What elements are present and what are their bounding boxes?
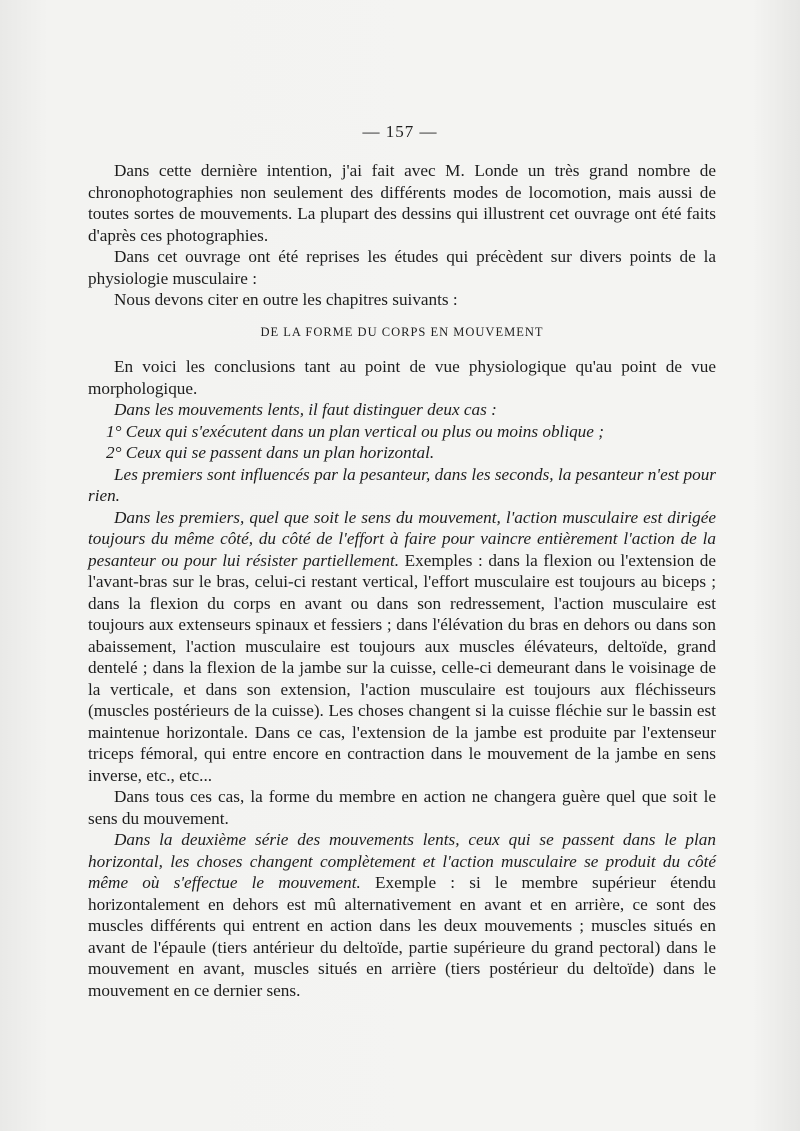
paragraph-9-text: Exemple : si le membre supérieur étendu horizontalement en dehors est mû alternativement en avant et en arrière, ce sont des muscles différents qui entrent en action dans les deux mouvements ; muscles situés en avant de l'épaule (tiers antérieur du deltoïde, partie supérieure du grand pectoral) dans le mouvement en avant, muscles situés en arrière (tiers postérieur du deltoïde) dans le mouvement en ce dernier sens. bbox=[88, 873, 716, 1000]
paragraph-4: En voici les conclusions tant au point de vue physiologique qu'au point de vue morphologique. bbox=[88, 357, 716, 398]
paragraph-7-text: Exemples : dans la flexion ou l'extension de l'avant-bras sur le bras, celui-ci restant vertical, l'effort musculaire est toujours au biceps ; dans la flexion du corps en avant ou dans son redressement, l'action musculaire est toujours aux extenseurs spinaux et fessiers ; dans l'élévation du bras en dehors ou dans son abaissement, l'action musculaire est toujours aux muscles élévateurs, deltoïde, grand dentelé ; dans la flexion de la jambe sur la cuisse, celle-ci demeurant dans le voisinage de la verticale, et dans son extension, l'action musculaire est toujours aux fléchisseurs (muscles postérieurs de la cuisse). Les choses changent si la cuisse fléchie sur le bassin est maintenue horizontale. Dans ce cas, l'extension de la jambe est produite par l'extenseur triceps fémoral, qui entre encore en contraction dans le mouvement de la jambe en sens inverse, etc., etc... bbox=[88, 550, 716, 785]
body-text bbox=[88, 160, 716, 1001]
paragraph-6 bbox=[88, 464, 716, 507]
paragraph-9-italic: Dans la deuxième série des mouvements lents, ceux qui se passent dans le plan horizontal, les choses changent complètement et l'action musculaire se produit du côté même où s'effectue le mouvement. bbox=[88, 830, 716, 892]
paragraph-5 bbox=[88, 399, 716, 421]
case-list bbox=[88, 421, 716, 464]
paragraph-7-italic: Dans les premiers, quel que soit le sens du mouvement, l'action musculaire est dirigée toujours du même côté, du côté de l'effort à faire pour vaincre entièrement l'action de la pesanteur ou pour lui résister partiellement. bbox=[88, 507, 716, 570]
page-number: — 157 — bbox=[362, 122, 438, 141]
paragraph-1: Dans cette dernière intention, j'ai fait avec M. Londe un très grand nombre de chronophotographies non seulement des différents modes de locomotion, mais aussi de toutes sortes de mouvements. La plupart des dessins qui illustrent cet ouvrage ont été faits d'après ces photographies. bbox=[88, 161, 716, 245]
list-item-1 bbox=[88, 421, 716, 443]
paragraph-9 bbox=[88, 829, 716, 1001]
list-item-1-text: 1° Ceux qui s'exécutent dans un plan vertical ou plus ou moins oblique ; bbox=[106, 421, 604, 441]
paragraph-3: Nous devons citer en outre les chapitres suivants : bbox=[114, 290, 458, 309]
section-heading: DE LA FORME DU CORPS EN MOUVEMENT bbox=[260, 324, 544, 339]
paragraph-7 bbox=[88, 507, 716, 787]
paragraph-5-italic: Dans les mouvements lents, il faut distinguer deux cas : bbox=[114, 400, 497, 419]
list-item-2 bbox=[88, 442, 716, 464]
paragraph-6-italic: Les premiers sont influencés par la pesanteur, dans les seconds, la pesanteur n'est pour rien. bbox=[88, 464, 716, 505]
list-item-2-text: 2° Ceux qui se passent dans un plan horizontal. bbox=[106, 443, 435, 462]
paragraph-8: Dans tous ces cas, la forme du membre en action ne changera guère quel que soit le sens du mouvement. bbox=[88, 787, 716, 828]
paragraph-2: Dans cet ouvrage ont été reprises les études qui précèdent sur divers points de la physiologie musculaire : bbox=[88, 247, 716, 288]
